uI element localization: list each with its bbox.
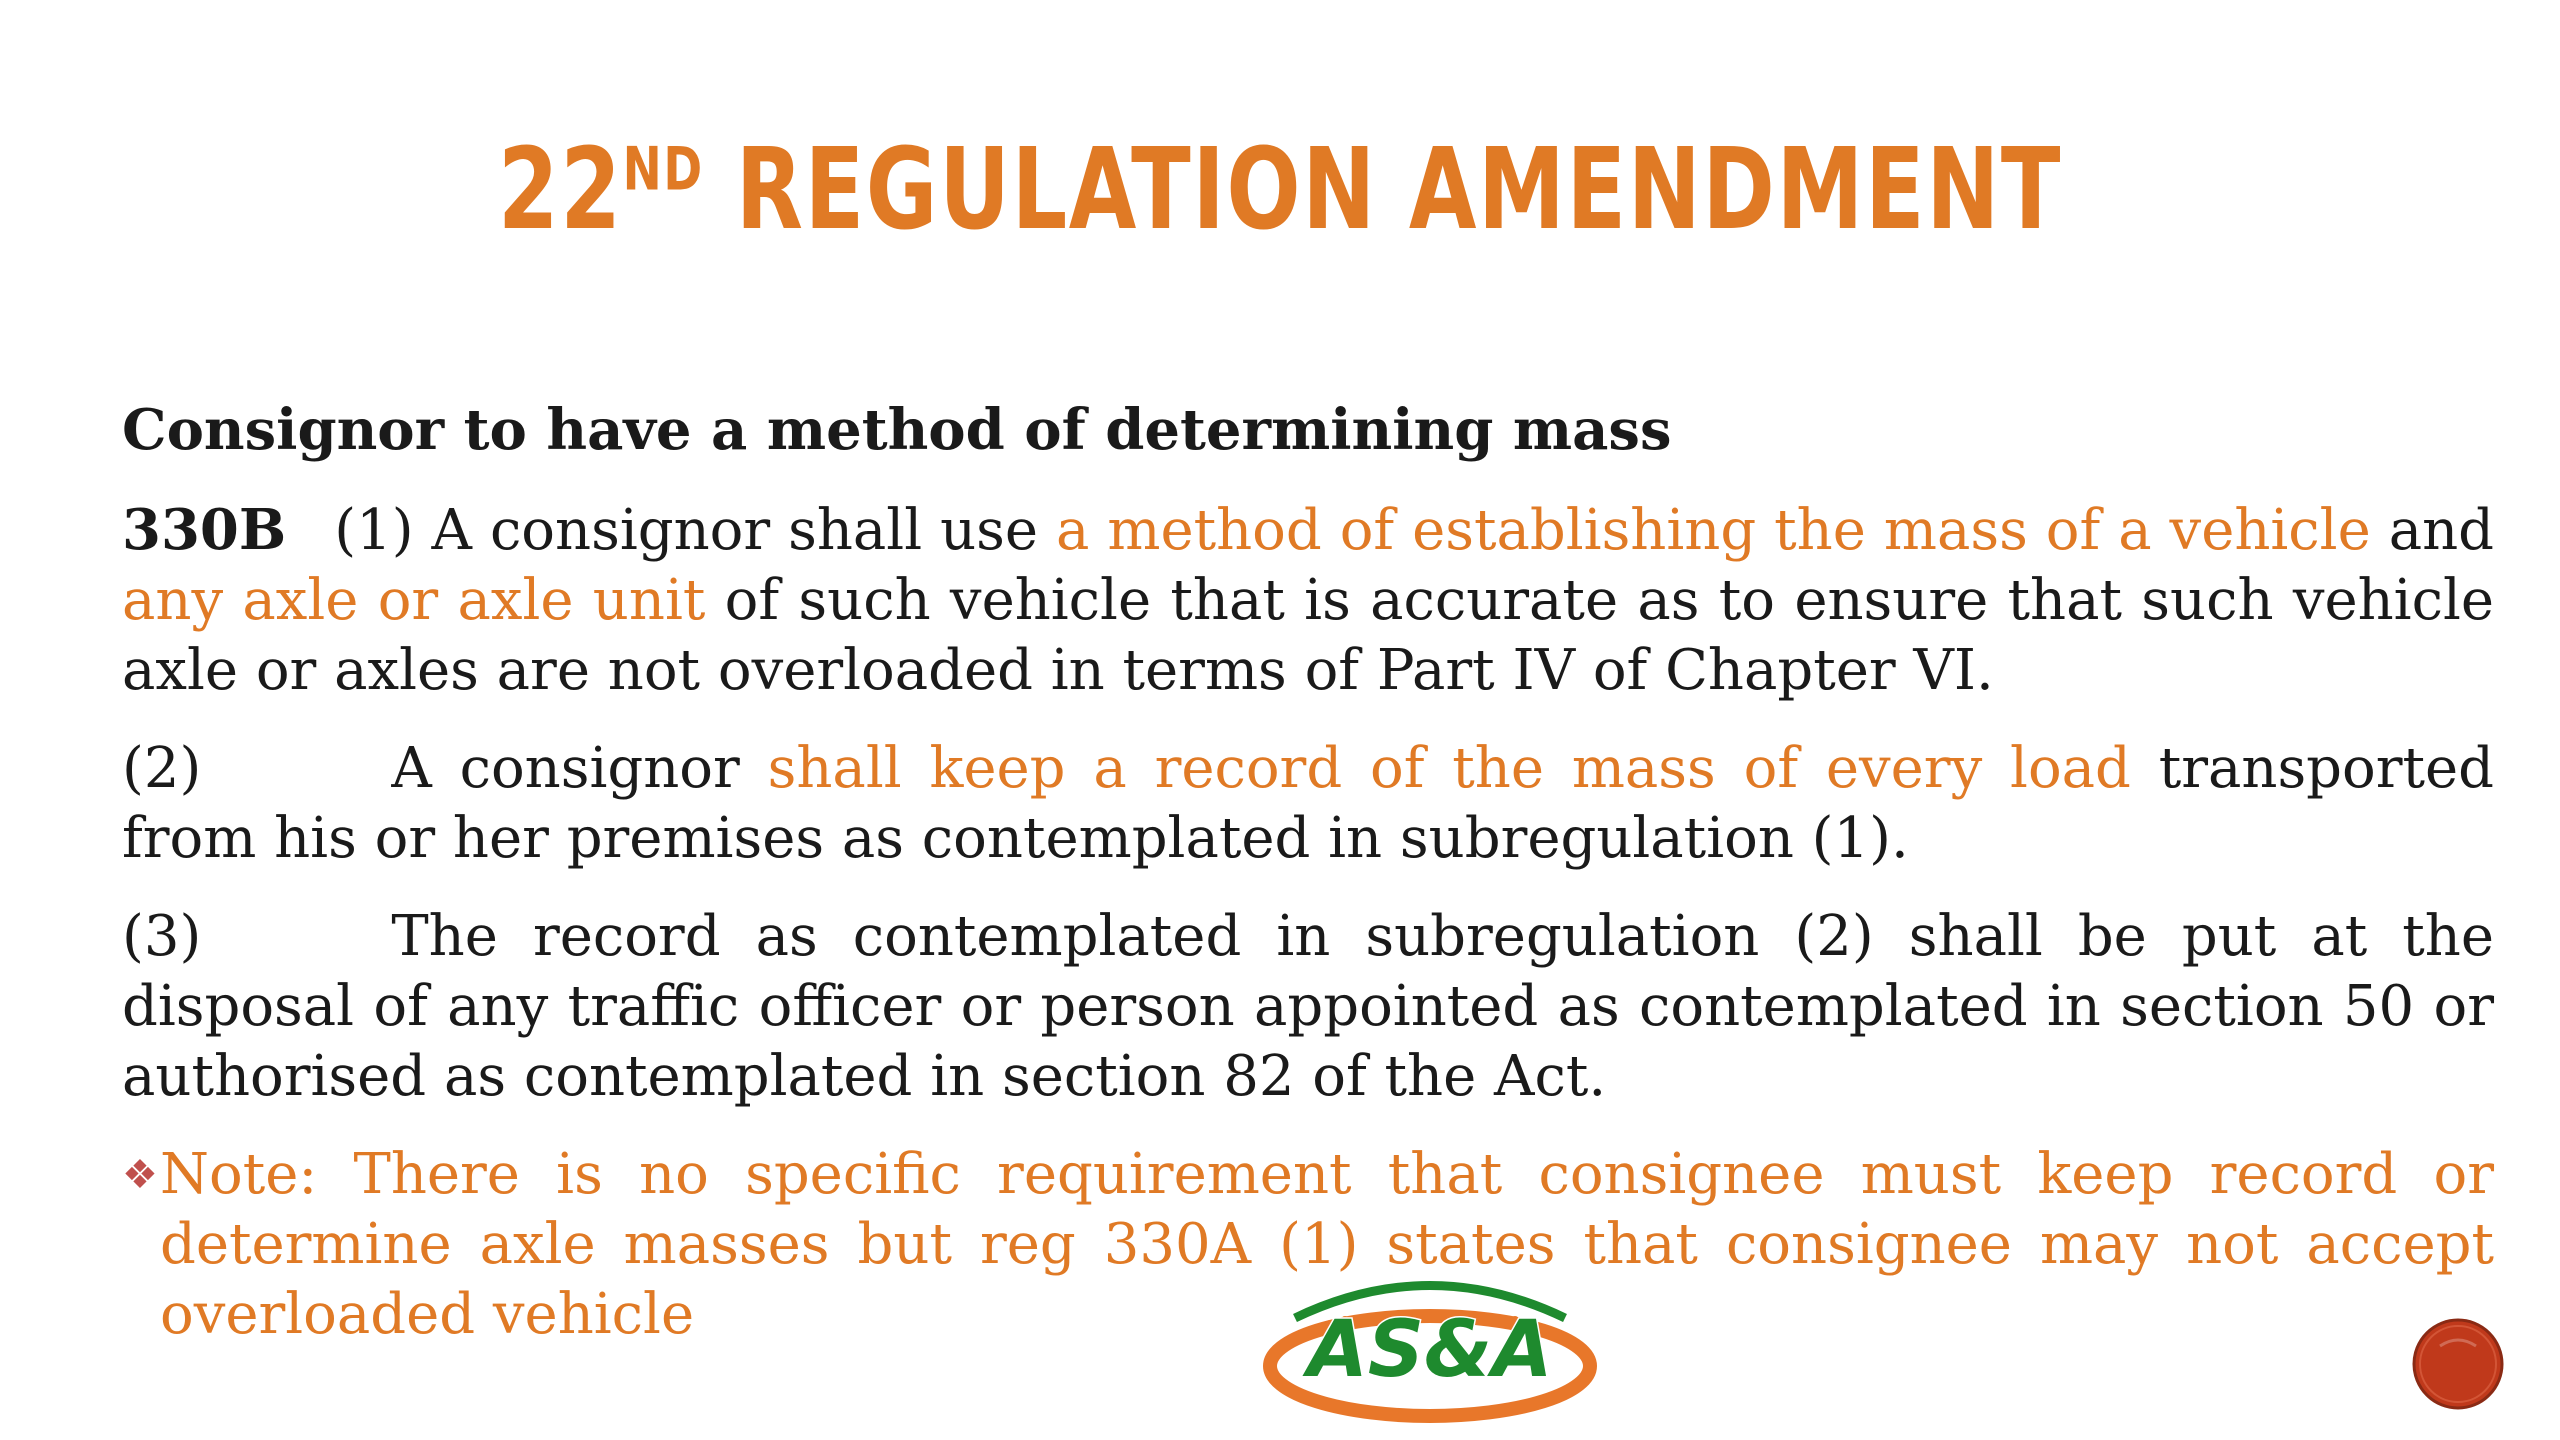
paragraph-2: (2) A consignor shall keep a record of the mass of every load transported from his or her premises as contemplated in subregulation (1). (122, 736, 2495, 871)
subregulation-number: (3) (122, 904, 202, 969)
note-text: Note: There is no specific requirement that consignee must keep record or determine axle masses but reg 330A (1) states that consignee may not accept overloaded vehicle (160, 1142, 2494, 1347)
paragraph-3: (3) The record as contemplated in subregulation (2) shall be put at the disposal of any traffic officer or person appointed as contemplated in section 50 or authorised as contemplated in section 82 of the Act. (122, 904, 2494, 1109)
page-title (282, 125, 2279, 255)
paragraph-330b-1: 330B (1) A consignor shall use a method of establishing the mass of a vehicle and any axle or axle unit of such vehicle that is accurate as to ensure that such vehicle axle or axles are not overloaded in terms of Part IV of Chapter VI. (122, 497, 2495, 703)
logo-text: AS&A (1307, 1305, 1553, 1395)
subregulation-number: (2) (122, 736, 202, 801)
highlight-axle: any axle or axle unit (122, 568, 706, 633)
title-number: 22 (497, 125, 623, 255)
slide-body (122, 395, 2494, 1350)
next-slide-button[interactable] (2410, 1316, 2506, 1412)
section-heading: Consignor to have a method of determining mass (122, 397, 1672, 463)
regulation-number: 330B (122, 497, 287, 563)
title-rest: REGULATION AMENDMENT (703, 125, 2063, 255)
asa-logo (1255, 1258, 1605, 1428)
diamond-bullet-icon: ❖ (122, 1152, 158, 1198)
highlight-record: shall keep a record of the mass of every load (767, 736, 2131, 801)
highlight-method: a method of establishing the mass of a vehicle (1056, 498, 2371, 563)
title-ordinal: ND (622, 134, 704, 205)
